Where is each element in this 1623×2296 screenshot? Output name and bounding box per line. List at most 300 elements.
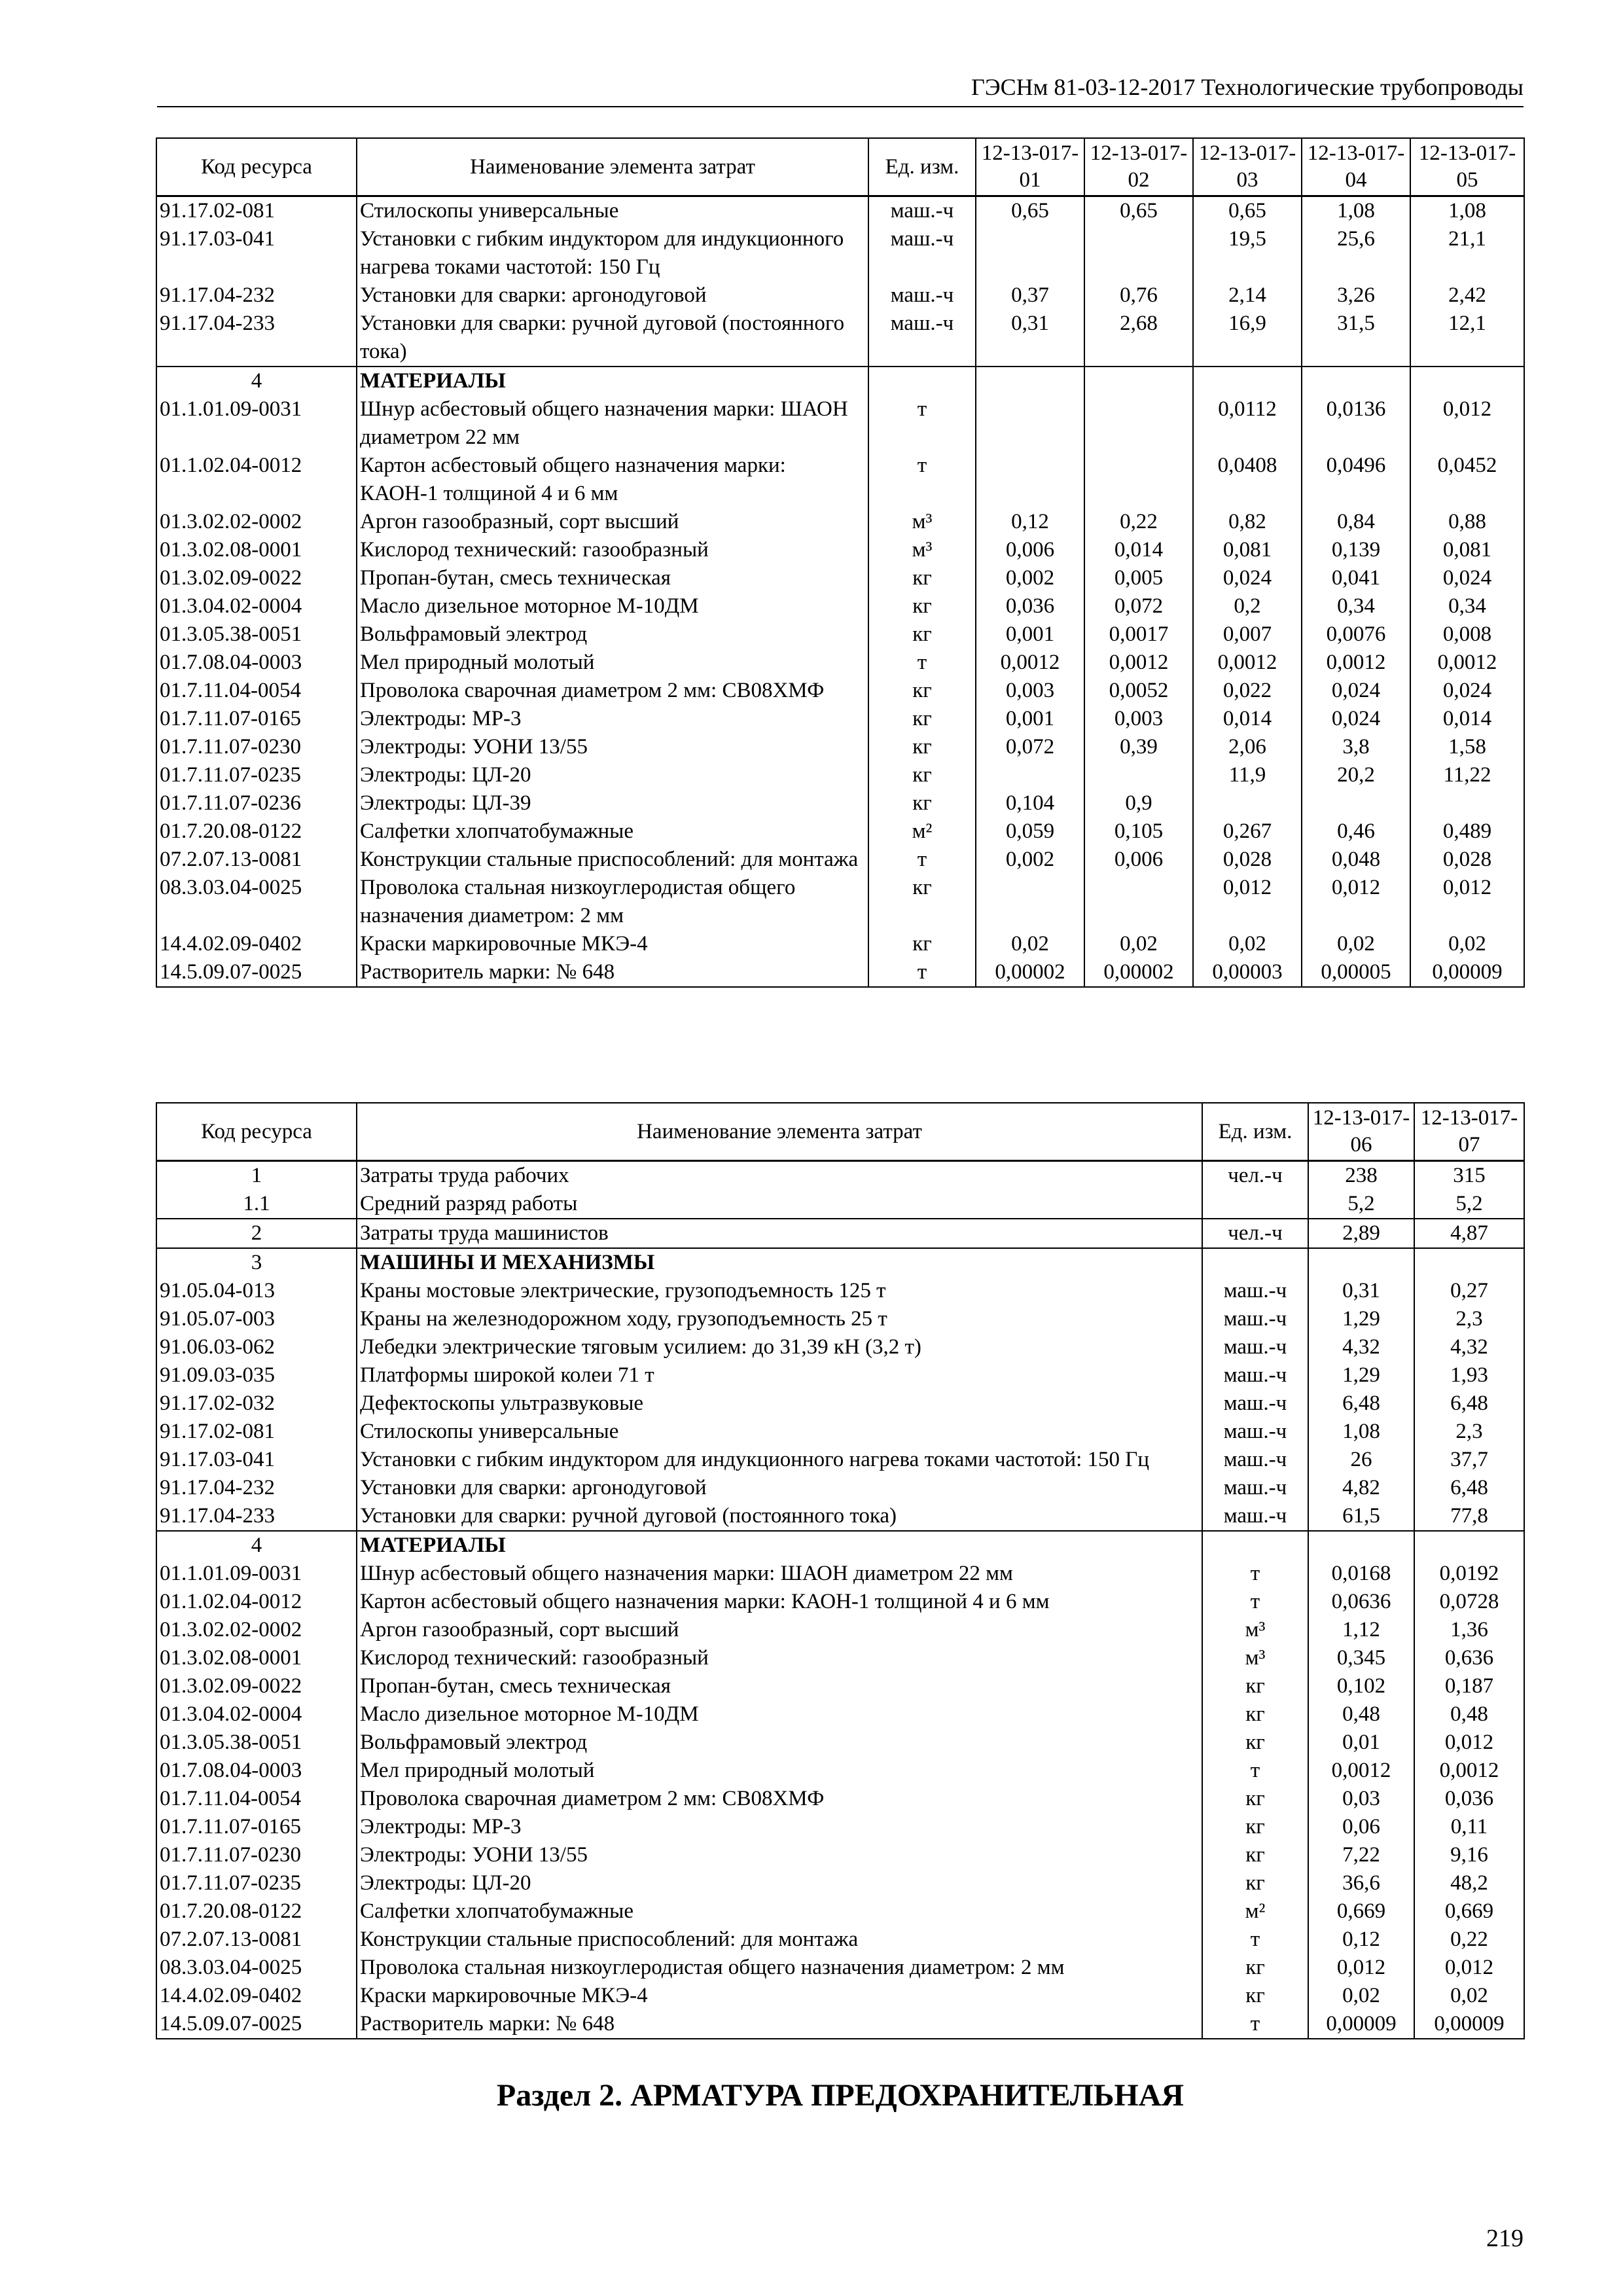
cell-name: Электроды: МР-3 [357, 1813, 1202, 1841]
cell-unit: м³ [1202, 1616, 1308, 1644]
cell-name: Масло дизельное моторное М-10ДМ [357, 592, 868, 620]
cell-code: 91.17.03-041 [156, 1446, 357, 1474]
cell-unit: маш.-ч [868, 225, 976, 281]
cell-code: 91.05.04-013 [156, 1277, 357, 1305]
cell-code: 91.17.04-232 [156, 281, 357, 310]
cell-name: Краны мостовые электрические, грузоподъемность 125 т [357, 1277, 1202, 1305]
cell-code: 01.3.04.02-0004 [156, 1700, 357, 1729]
cell-value: 0,0012 [1414, 1757, 1524, 1785]
cell-value: 0,187 [1414, 1672, 1524, 1700]
cell-code: 14.5.09.07-0025 [156, 2010, 357, 2039]
cell-name: Шнур асбестовый общего назначения марки: ШАОН диаметром 22 мм [357, 1560, 1202, 1588]
cell-value: 4,87 [1414, 1219, 1524, 1248]
cell-value: 0,012 [1193, 874, 1302, 930]
cell-unit: т [868, 452, 976, 508]
cell-code: 01.3.05.38-0051 [156, 620, 357, 649]
table-row [156, 310, 1524, 367]
cell-unit: кг [868, 733, 976, 761]
cell-code: 01.1.02.04-0012 [156, 452, 357, 508]
cell-value: 0,001 [976, 705, 1084, 733]
cell-code: 91.06.03-062 [156, 1333, 357, 1361]
cell-value: 0,0452 [1410, 452, 1524, 508]
cell-code: 01.7.11.07-0235 [156, 1869, 357, 1897]
cell-unit: т [1202, 1560, 1308, 1588]
cell-value: 3,8 [1302, 733, 1410, 761]
cell-value [976, 395, 1084, 452]
col-header-code: Код ресурса [156, 138, 357, 196]
cell-value: 0,02 [1414, 1982, 1524, 2010]
cell-code: 01.7.11.07-0230 [156, 1841, 357, 1869]
cell-name: Пропан-бутан, смесь техническая [357, 564, 868, 592]
cell-value: 0,028 [1193, 846, 1302, 874]
cell-value: 19,5 [1193, 225, 1302, 281]
table-row [156, 649, 1524, 677]
cell-code: 01.3.02.09-0022 [156, 1672, 357, 1700]
cell-unit: т [1202, 1757, 1308, 1785]
cell-value: 0,0192 [1414, 1560, 1524, 1588]
cell-value: 0,00005 [1302, 958, 1410, 987]
cell-code: 3 [156, 1248, 357, 1277]
cell-unit: кг [868, 677, 976, 705]
cell-value: 61,5 [1308, 1502, 1414, 1531]
cell-value [1308, 1248, 1414, 1277]
table-row [156, 1757, 1524, 1785]
cell-value [1410, 367, 1524, 395]
cell-value: 11,9 [1193, 761, 1302, 789]
col-header-norm: 12-13-017-05 [1410, 138, 1524, 196]
cell-value: 0,489 [1410, 817, 1524, 846]
cell-unit: кг [868, 592, 976, 620]
table-row [156, 1333, 1524, 1361]
cell-value: 0,669 [1414, 1897, 1524, 1926]
section-row [156, 1219, 1524, 1248]
col-header-norm: 12-13-017-03 [1193, 138, 1302, 196]
cell-unit: м³ [1202, 1644, 1308, 1672]
cell-value: 31,5 [1302, 310, 1410, 367]
cell-value: 16,9 [1193, 310, 1302, 367]
cell-name: Салфетки хлопчатобумажные [357, 1897, 1202, 1926]
cell-value [976, 761, 1084, 789]
cell-unit: маш.-ч [1202, 1333, 1308, 1361]
cell-value: 0,22 [1414, 1926, 1524, 1954]
cell-name: Установки с гибким индуктором для индукционного нагрева токами частотой: 150 Гц [357, 225, 868, 281]
table-row [156, 705, 1524, 733]
table-row [156, 1926, 1524, 1954]
cell-value: 6,48 [1414, 1390, 1524, 1418]
cell-value: 1,93 [1414, 1361, 1524, 1390]
cell-value: 0,012 [1302, 874, 1410, 930]
cell-unit: кг [868, 564, 976, 592]
cell-value: 3,26 [1302, 281, 1410, 310]
cell-value: 0,00009 [1410, 958, 1524, 987]
section-title: Раздел 2. АРМАТУРА ПРЕДОХРАНИТЕЛЬНАЯ [496, 2078, 1185, 2113]
cell-value: 0,104 [976, 789, 1084, 817]
cell-value: 0,0012 [1410, 649, 1524, 677]
cell-value [1302, 789, 1410, 817]
cell-unit: маш.-ч [1202, 1446, 1308, 1474]
cell-value: 0,37 [976, 281, 1084, 310]
cell-code: 01.3.04.02-0004 [156, 592, 357, 620]
cell-value: 0,82 [1193, 508, 1302, 536]
cell-name: Установки для сварки: ручной дуговой (постоянного тока) [357, 1502, 1202, 1531]
cell-code: 01.7.11.04-0054 [156, 1785, 357, 1813]
table-row [156, 874, 1524, 930]
table-row [156, 1785, 1524, 1813]
cell-unit: т [868, 395, 976, 452]
section-row [156, 1161, 1524, 1191]
cell-value: 4,32 [1414, 1333, 1524, 1361]
cell-name: Электроды: УОНИ 13/55 [357, 733, 868, 761]
cell-code: 01.7.11.04-0054 [156, 677, 357, 705]
cell-code: 01.3.02.08-0001 [156, 536, 357, 564]
table-row [156, 452, 1524, 508]
cell-value: 0,036 [976, 592, 1084, 620]
cell-code: 91.17.04-233 [156, 1502, 357, 1531]
cell-value: 1,12 [1308, 1616, 1414, 1644]
cell-code: 01.1.01.09-0031 [156, 395, 357, 452]
section-row [156, 1248, 1524, 1277]
cell-value: 0,012 [1414, 1954, 1524, 1982]
table-row [156, 1813, 1524, 1841]
cell-unit: маш.-ч [868, 310, 976, 367]
cell-value: 0,65 [976, 196, 1084, 226]
cell-value: 0,008 [1410, 620, 1524, 649]
cell-code: 4 [156, 1531, 357, 1560]
cell-value: 0,041 [1302, 564, 1410, 592]
cell-value: 1,36 [1414, 1616, 1524, 1644]
table-row [156, 536, 1524, 564]
cell-value: 0,0012 [1084, 649, 1193, 677]
cell-value: 0,48 [1308, 1700, 1414, 1729]
cell-value: 0,024 [1193, 564, 1302, 592]
cell-value [976, 367, 1084, 395]
cell-code: 01.3.02.08-0001 [156, 1644, 357, 1672]
cell-value: 0,669 [1308, 1897, 1414, 1926]
cell-value: 0,31 [1308, 1277, 1414, 1305]
table-row [156, 1190, 1524, 1219]
cell-unit: маш.-ч [1202, 1361, 1308, 1390]
cell-code: 01.7.20.08-0122 [156, 1897, 357, 1926]
table-row [156, 508, 1524, 536]
cell-value [1414, 1531, 1524, 1560]
cell-value: 0,022 [1193, 677, 1302, 705]
cell-value: 0,02 [1084, 930, 1193, 958]
cell-value: 0,0012 [1302, 649, 1410, 677]
cell-value: 0,0012 [976, 649, 1084, 677]
table-row [156, 1729, 1524, 1757]
table-row [156, 592, 1524, 620]
cell-value: 1,29 [1308, 1305, 1414, 1333]
cell-value: 12,1 [1410, 310, 1524, 367]
cell-value: 0,012 [1410, 395, 1524, 452]
cell-value: 0,00009 [1414, 2010, 1524, 2039]
cell-unit: кг [868, 930, 976, 958]
cell-value: 0,0728 [1414, 1588, 1524, 1616]
cell-value: 0,139 [1302, 536, 1410, 564]
cell-value: 0,65 [1193, 196, 1302, 226]
table-row [156, 789, 1524, 817]
cell-value: 0,48 [1414, 1700, 1524, 1729]
cell-value: 0,024 [1410, 564, 1524, 592]
cell-value: 0,0012 [1193, 649, 1302, 677]
cell-code: 01.7.20.08-0122 [156, 817, 357, 846]
cell-name: Проволока стальная низкоуглеродистая общего назначения диаметром: 2 мм [357, 874, 868, 930]
table-row [156, 1588, 1524, 1616]
cell-name: Электроды: УОНИ 13/55 [357, 1841, 1202, 1869]
cell-unit: т [868, 649, 976, 677]
cell-value: 0,9 [1084, 789, 1193, 817]
cell-unit: т [1202, 1926, 1308, 1954]
cell-unit: м³ [868, 508, 976, 536]
cell-name: МАШИНЫ И МЕХАНИЗМЫ [357, 1248, 1202, 1277]
cell-name: Мел природный молотый [357, 1757, 1202, 1785]
cell-code: 01.1.01.09-0031 [156, 1560, 357, 1588]
cell-value: 0,02 [976, 930, 1084, 958]
table-row [156, 733, 1524, 761]
table-row [156, 1560, 1524, 1588]
cell-code: 14.4.02.09-0402 [156, 1982, 357, 2010]
cell-name: Конструкции стальные приспособлений: для монтажа [357, 846, 868, 874]
cell-code: 01.1.02.04-0012 [156, 1588, 357, 1616]
cell-value: 36,6 [1308, 1869, 1414, 1897]
cell-value: 4,32 [1308, 1333, 1414, 1361]
cell-unit: кг [1202, 1700, 1308, 1729]
table-row [156, 817, 1524, 846]
cell-unit: кг [1202, 1982, 1308, 2010]
cell-value: 21,1 [1410, 225, 1524, 281]
col-header-norm: 12-13-017-01 [976, 138, 1084, 196]
running-header: ГЭСНм 81-03-12-2017 Технологические трубопроводы [157, 71, 1524, 107]
cell-name: Конструкции стальные приспособлений: для монтажа [357, 1926, 1202, 1954]
cell-value: 7,22 [1308, 1841, 1414, 1869]
cell-value: 0,76 [1084, 281, 1193, 310]
cell-unit: т [1202, 1588, 1308, 1616]
cell-value: 2,68 [1084, 310, 1193, 367]
cell-value: 0,0136 [1302, 395, 1410, 452]
cell-value: 2,89 [1308, 1219, 1414, 1248]
cell-value [1084, 225, 1193, 281]
cell-value: 1,08 [1308, 1418, 1414, 1446]
col-header-norm: 12-13-017-04 [1302, 138, 1410, 196]
cell-value: 0,345 [1308, 1644, 1414, 1672]
cell-code: 01.7.08.04-0003 [156, 649, 357, 677]
cell-unit [868, 367, 976, 395]
table-row [156, 1305, 1524, 1333]
cell-name: МАТЕРИАЛЫ [357, 367, 868, 395]
cell-code: 01.7.11.07-0165 [156, 1813, 357, 1841]
cell-value: 0,02 [1308, 1982, 1414, 2010]
cell-value: 0,081 [1193, 536, 1302, 564]
page-number: 219 [1486, 2225, 1524, 2252]
table-row [156, 225, 1524, 281]
cell-value: 0,072 [1084, 592, 1193, 620]
table-row [156, 846, 1524, 874]
table-row [156, 1390, 1524, 1418]
cell-value [1193, 789, 1302, 817]
cell-unit: маш.-ч [1202, 1305, 1308, 1333]
col-header-norm: 12-13-017-06 [1308, 1103, 1414, 1161]
cell-value: 0,22 [1084, 508, 1193, 536]
table-row [156, 1841, 1524, 1869]
cell-value: 5,2 [1308, 1190, 1414, 1219]
cell-value [976, 225, 1084, 281]
cell-unit: м³ [868, 536, 976, 564]
cell-unit: кг [868, 761, 976, 789]
cell-unit: маш.-ч [868, 196, 976, 226]
cell-name: Картон асбестовый общего назначения марки: КАОН-1 толщиной 4 и 6 мм [357, 1588, 1202, 1616]
table-row [156, 958, 1524, 987]
table-row [156, 1474, 1524, 1502]
cell-code: 01.3.05.38-0051 [156, 1729, 357, 1757]
cell-name: Затраты труда рабочих [357, 1161, 1202, 1191]
section-row [156, 1531, 1524, 1560]
cell-name: Установки для сварки: аргонодуговой [357, 1474, 1202, 1502]
table-row [156, 1644, 1524, 1672]
cell-code: 2 [156, 1219, 357, 1248]
table-row [156, 1869, 1524, 1897]
cell-value: 0,0112 [1193, 395, 1302, 452]
cell-value [1084, 367, 1193, 395]
cell-value: 0,024 [1410, 677, 1524, 705]
cell-name: Краны на железнодорожном ходу, грузоподъемность 25 т [357, 1305, 1202, 1333]
col-header-unit: Ед. изм. [1202, 1103, 1308, 1161]
cell-value: 238 [1308, 1161, 1414, 1191]
cell-unit: кг [1202, 1813, 1308, 1841]
cell-value: 0,024 [1302, 705, 1410, 733]
table-header-row [156, 138, 1524, 196]
cell-code: 01.3.02.02-0002 [156, 508, 357, 536]
cell-value: 0,84 [1302, 508, 1410, 536]
cell-name: Кислород технический: газообразный [357, 536, 868, 564]
table-row [156, 395, 1524, 452]
cell-value: 0,88 [1410, 508, 1524, 536]
cell-value [1410, 789, 1524, 817]
cell-value: 0,005 [1084, 564, 1193, 592]
cell-name: Электроды: ЦЛ-39 [357, 789, 868, 817]
cell-value: 0,003 [1084, 705, 1193, 733]
cell-value: 0,0052 [1084, 677, 1193, 705]
cell-unit: маш.-ч [1202, 1502, 1308, 1531]
cell-name: Аргон газообразный, сорт высший [357, 508, 868, 536]
cell-value: 0,636 [1414, 1644, 1524, 1672]
cell-value: 26 [1308, 1446, 1414, 1474]
cell-value: 0,01 [1308, 1729, 1414, 1757]
cell-code: 1 [156, 1161, 357, 1191]
cell-code: 01.7.11.07-0236 [156, 789, 357, 817]
cell-code: 07.2.07.13-0081 [156, 846, 357, 874]
cell-value: 0,014 [1084, 536, 1193, 564]
table-row [156, 1672, 1524, 1700]
cell-value: 0,014 [1193, 705, 1302, 733]
cell-value: 0,001 [976, 620, 1084, 649]
cell-name: Салфетки хлопчатобумажные [357, 817, 868, 846]
cell-value: 0,02 [1410, 930, 1524, 958]
cell-name: Кислород технический: газообразный [357, 1644, 1202, 1672]
table-row [156, 1954, 1524, 1982]
cell-value: 0,014 [1410, 705, 1524, 733]
cell-code: 14.4.02.09-0402 [156, 930, 357, 958]
table-row [156, 1502, 1524, 1531]
cell-value: 0,00002 [976, 958, 1084, 987]
cell-value [1308, 1531, 1414, 1560]
cell-unit: кг [868, 874, 976, 930]
cell-value: 0,036 [1414, 1785, 1524, 1813]
cell-unit [1202, 1531, 1308, 1560]
cell-value: 0,11 [1414, 1813, 1524, 1841]
table-row [156, 1982, 1524, 2010]
cell-value: 6,48 [1414, 1474, 1524, 1502]
cell-value: 0,028 [1410, 846, 1524, 874]
cell-value: 0,059 [976, 817, 1084, 846]
cell-value [1084, 874, 1193, 930]
cell-name: Электроды: ЦЛ-20 [357, 761, 868, 789]
cell-value: 1,08 [1302, 196, 1410, 226]
cell-value: 0,0168 [1308, 1560, 1414, 1588]
cell-value: 0,002 [976, 846, 1084, 874]
cell-unit: кг [1202, 1841, 1308, 1869]
cell-code: 01.7.08.04-0003 [156, 1757, 357, 1785]
table-row [156, 1277, 1524, 1305]
cell-code: 1.1 [156, 1190, 357, 1219]
cell-code: 01.7.11.07-0235 [156, 761, 357, 789]
cell-code: 91.09.03-035 [156, 1361, 357, 1390]
cell-value: 2,3 [1414, 1305, 1524, 1333]
cell-value: 0,02 [1302, 930, 1410, 958]
cell-value: 0,003 [976, 677, 1084, 705]
cell-name: Аргон газообразный, сорт высший [357, 1616, 1202, 1644]
cell-code: 01.7.11.07-0230 [156, 733, 357, 761]
cell-value: 2,14 [1193, 281, 1302, 310]
cell-value: 0,46 [1302, 817, 1410, 846]
cell-value: 0,0076 [1302, 620, 1410, 649]
table-row [156, 1897, 1524, 1926]
cell-name: Вольфрамовый электрод [357, 1729, 1202, 1757]
cell-value: 0,12 [1308, 1926, 1414, 1954]
cell-name: Мел природный молотый [357, 649, 868, 677]
cell-code: 14.5.09.07-0025 [156, 958, 357, 987]
cell-name: Краски маркировочные МКЭ-4 [357, 1982, 1202, 2010]
cell-value: 0,102 [1308, 1672, 1414, 1700]
col-header-norm: 12-13-017-02 [1084, 138, 1193, 196]
table-row [156, 620, 1524, 649]
cell-name: Проволока сварочная диаметром 2 мм: СВ08ХМФ [357, 1785, 1202, 1813]
cell-name: Растворитель марки: № 648 [357, 2010, 1202, 2039]
cell-unit: маш.-ч [1202, 1474, 1308, 1502]
cell-unit: кг [1202, 1785, 1308, 1813]
cell-value: 0,012 [1308, 1954, 1414, 1982]
cell-name: Стилоскопы универсальные [357, 196, 868, 226]
cell-value: 0,0496 [1302, 452, 1410, 508]
cell-value: 0,048 [1302, 846, 1410, 874]
cell-code: 01.7.11.07-0165 [156, 705, 357, 733]
table-header-row [156, 1103, 1524, 1161]
cell-value: 1,58 [1410, 733, 1524, 761]
cell-name: Проволока стальная низкоуглеродистая общего назначения диаметром: 2 мм [357, 1954, 1202, 1982]
col-header-name: Наименование элемента затрат [357, 138, 868, 196]
cell-value: 25,6 [1302, 225, 1410, 281]
cell-code: 08.3.03.04-0025 [156, 874, 357, 930]
cell-value: 0,00003 [1193, 958, 1302, 987]
table-row [156, 564, 1524, 592]
cell-name: Установки для сварки: ручной дуговой (постоянного тока) [357, 310, 868, 367]
cell-name: Дефектоскопы ультразвуковые [357, 1390, 1202, 1418]
cell-unit: кг [1202, 1729, 1308, 1757]
resource-table-2 [156, 1102, 1525, 2039]
cell-value: 0,00002 [1084, 958, 1193, 987]
cell-unit: т [1202, 2010, 1308, 2039]
table-row [156, 761, 1524, 789]
cell-name: Электроды: МР-3 [357, 705, 868, 733]
